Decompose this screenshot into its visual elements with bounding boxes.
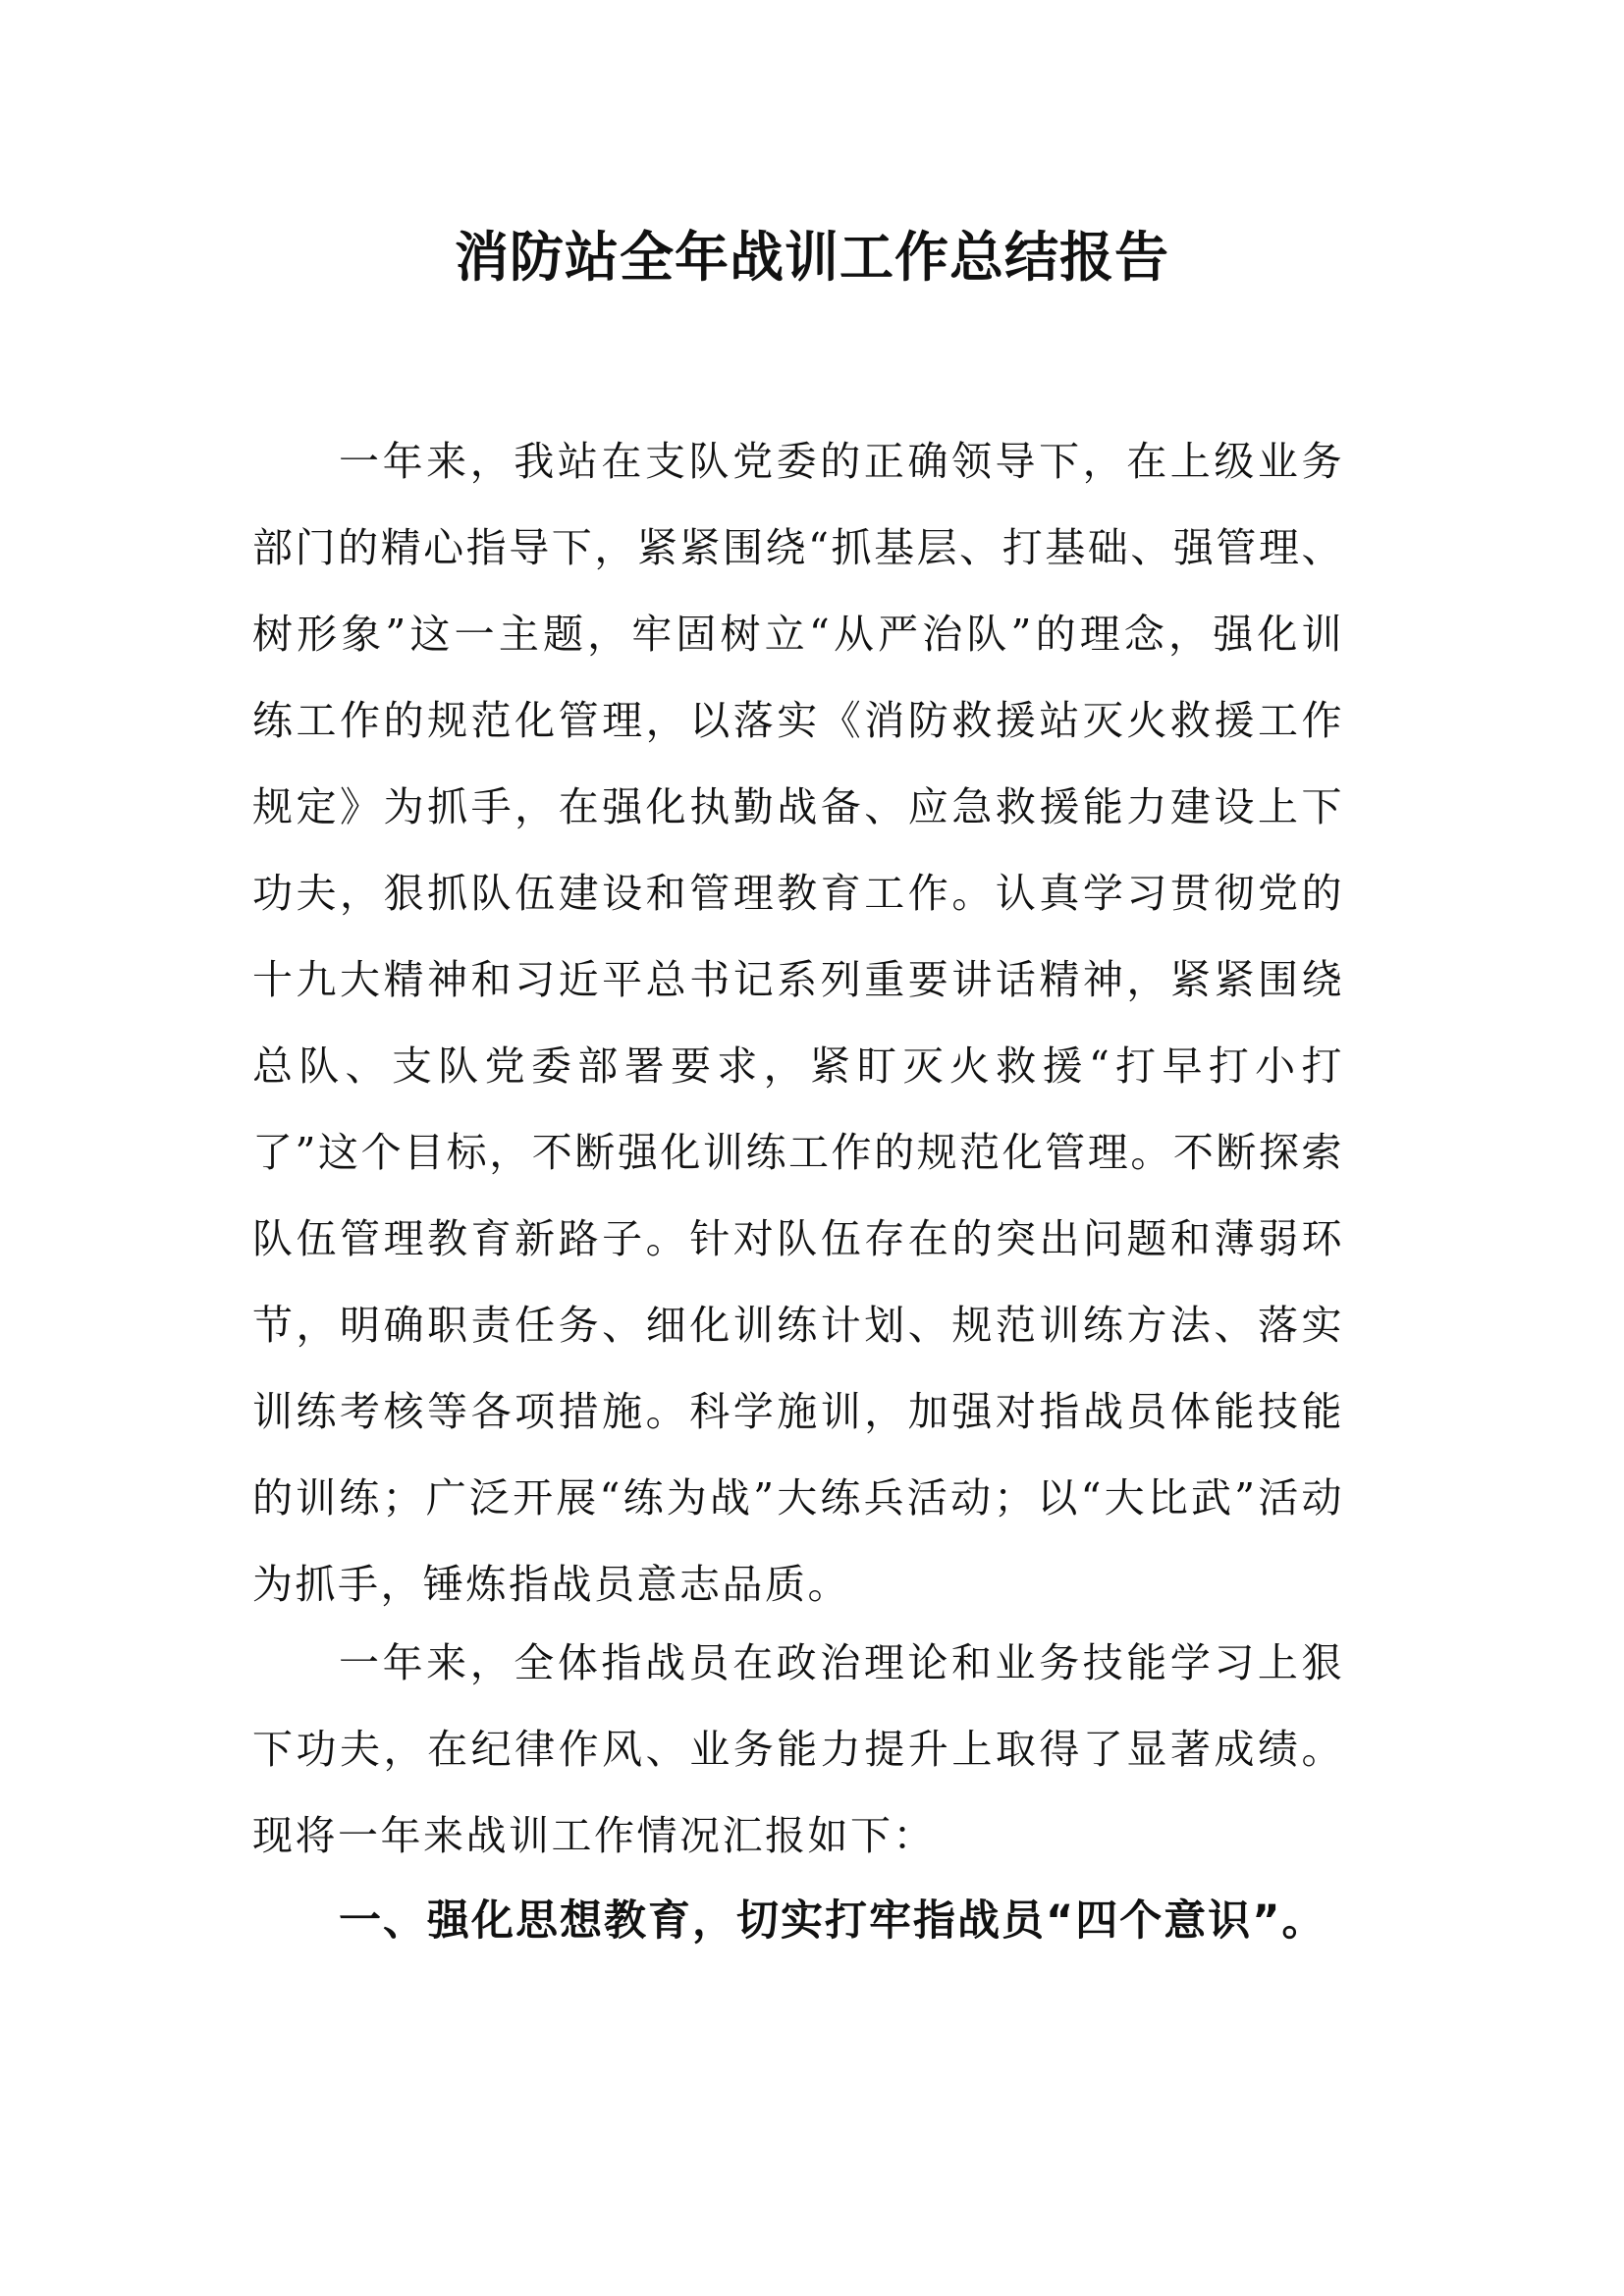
paragraph-summary: 一年来，全体指战员在政治理论和业务技能学习上狠下功夫，在纪律作风、业务能力提升上取得了显著成绩。现将一年来战训工作情况汇报如下： bbox=[252, 1639, 1344, 1859]
section-heading: 一、强化思想教育，切实打牢指战员“四个意识”。 bbox=[339, 1896, 1326, 1946]
paragraph-intro: 一年来，我站在支队党委的正确领导下，在上级业务部门的精心指导下，紧紧围绕“抓基层、打基础、强管理、树形象”这一主题，牢固树立“从严治队”的理念，强化训练工作的规范化管理，以落实《消防救援站灭火救援工作规定》为抓手，在强化执勤战备、应急救援能力建设上下功夫，狠抓队伍建设和管理教育工作。认真学习贯彻党的十九大精神和习近平总书记系列重要讲话精神，紧紧围绕总队、支队党委部署要求，紧盯灭火救援“打早打小打了”这个目标，不断强化训练工作的规范化管理。不断探索队伍管理教育新路子。针对队伍存在的突出问题和薄弱环节，明确职责任务、细化训练计划、规范训练方法、落实训练考核等各项措施。科学施训，加强对指战员体能技能的训练；广泛开展“练为战”大练兵活动；以“大比武”活动为抓手，锤炼指战员意志品质。 bbox=[252, 438, 1344, 1608]
document-title: 消防站全年战训工作总结报告 bbox=[454, 226, 1169, 289]
